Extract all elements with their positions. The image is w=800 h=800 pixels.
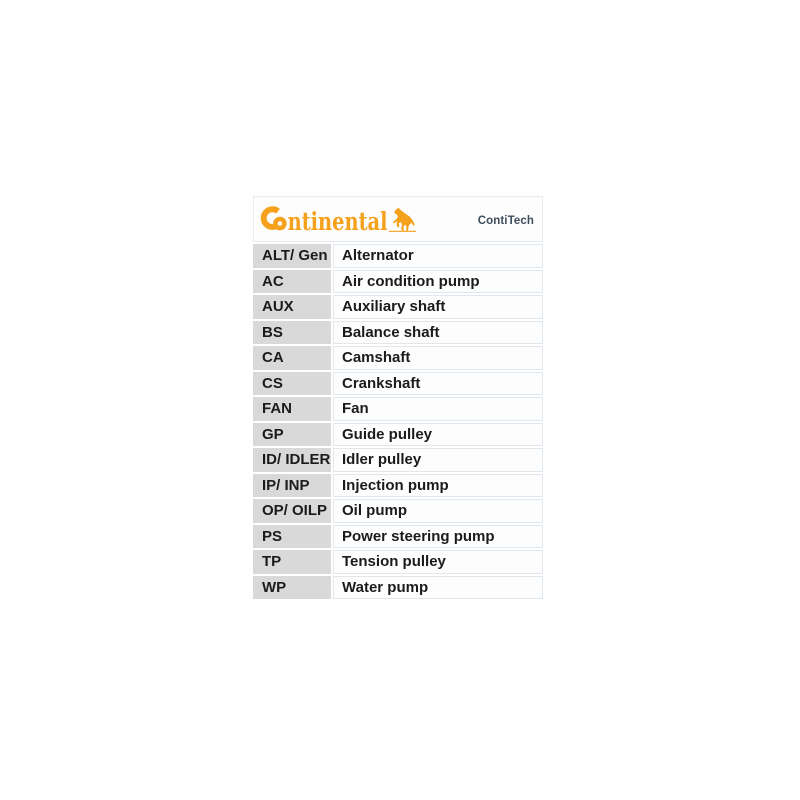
abbr-cell: AUX (253, 295, 331, 319)
abbr-cell: PS (253, 525, 331, 549)
abbr-cell: FAN (253, 397, 331, 421)
continental-logo (259, 204, 417, 234)
meaning-cell: Balance shaft (333, 321, 543, 345)
abbr-cell: ALT/ Gen (253, 244, 331, 268)
abbr-cell: ID/ IDLER (253, 448, 331, 472)
brand-header (253, 196, 543, 242)
logo-o-mark (275, 219, 284, 228)
meaning-cell: Alternator (333, 244, 543, 268)
meaning-cell: Power steering pump (333, 525, 543, 549)
meaning-cell: Auxiliary shaft (333, 295, 543, 319)
meaning-cell: Air condition pump (333, 270, 543, 294)
legend-table (253, 196, 543, 599)
abbr-cell: CS (253, 372, 331, 396)
meaning-cell: Oil pump (333, 499, 543, 523)
meaning-cell: Crankshaft (333, 372, 543, 396)
legend-rows (253, 244, 543, 599)
abbr-cell: OP/ OILP (253, 499, 331, 523)
meaning-cell: Camshaft (333, 346, 543, 370)
abbr-cell: BS (253, 321, 331, 345)
rearing-horse-icon (393, 208, 415, 231)
meaning-cell: Guide pulley (333, 423, 543, 447)
abbr-cell: AC (253, 270, 331, 294)
abbr-cell: GP (253, 423, 331, 447)
meaning-cell: Tension pulley (333, 550, 543, 574)
abbr-cell: IP/ INP (253, 474, 331, 498)
meaning-cell: Water pump (333, 576, 543, 600)
wordmark-tail: ntinental (287, 205, 388, 234)
contitech-label: ContiTech (477, 215, 534, 227)
meaning-cell: Idler pulley (333, 448, 543, 472)
abbr-cell: WP (253, 576, 331, 600)
abbr-cell: CA (253, 346, 331, 370)
meaning-cell: Fan (333, 397, 543, 421)
abbr-cell: TP (253, 550, 331, 574)
meaning-cell: Injection pump (333, 474, 543, 498)
